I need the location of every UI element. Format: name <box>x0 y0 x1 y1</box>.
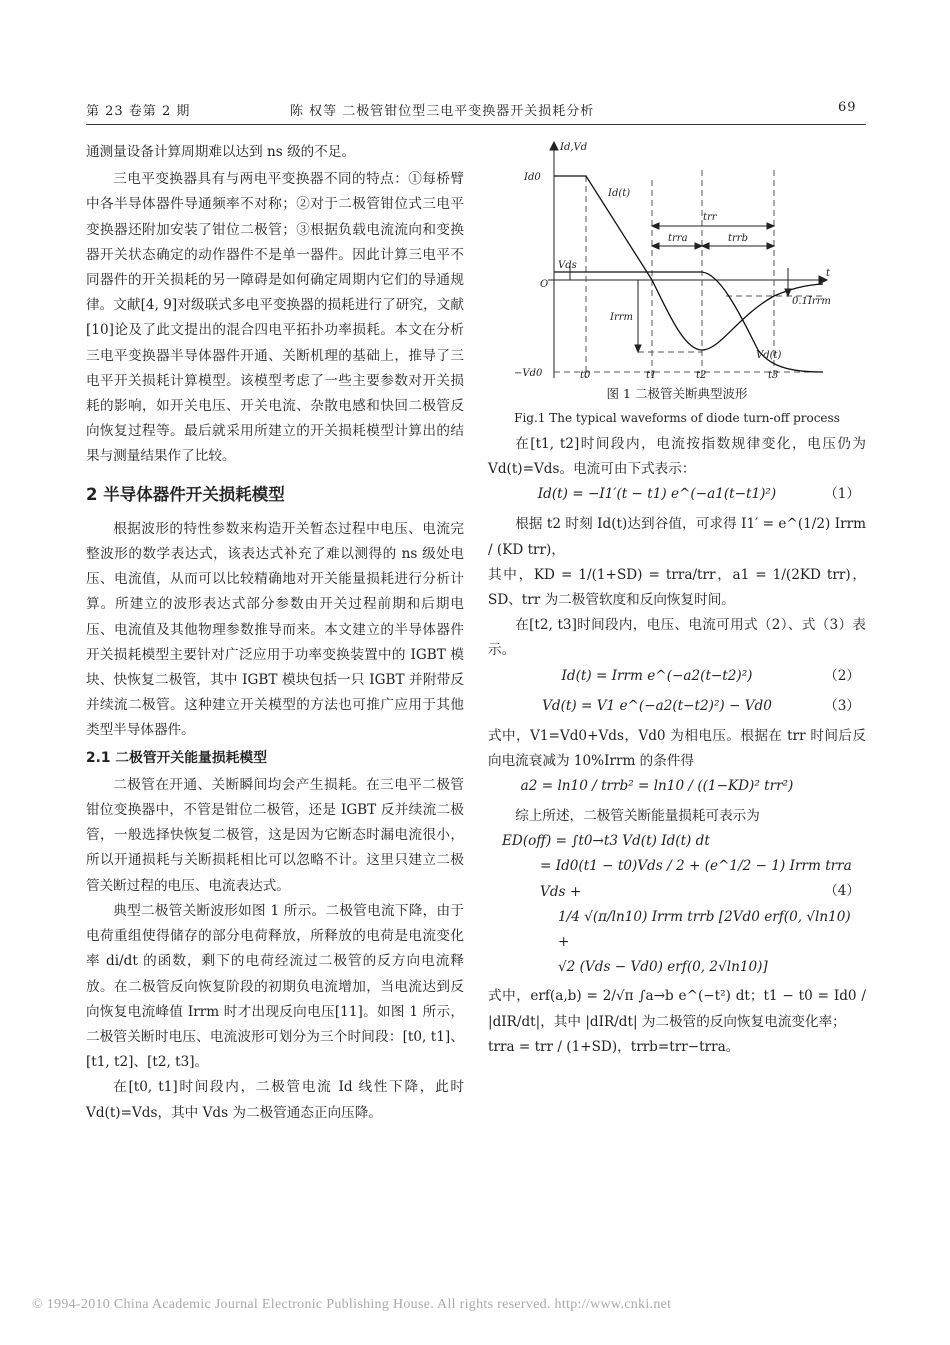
paragraph: 根据 t2 时刻 Id(t)达到谷值，可求得 I1′ = e^(1/2) Irrm / (KD trr)， <box>488 516 866 558</box>
right-column <box>488 140 866 1060</box>
t2-label: t2 <box>696 370 707 380</box>
paragraph: 根据波形的特性参数来构造开关暂态过程中电压、电流完整波形的数学表达式，该表达式补充了难以测得的 ns 级处电压、电流值，从而可以比较精确地对开关能量损耗进行分析计算。所建立的波形表达式部分参数由开关过程前期和后期电压、电流值及其他物理参数推导而来。本文建立的半导体器件开关损耗模型主要针对广泛应用于功率变换装置中的 IGBT 模块、快恢复二极管，其中 IGBT 模块包括一只 IGBT 并附带反并续流二极管。这种建立开关模型的方法也可推广应用于其他类型半导体器件。 <box>86 520 464 739</box>
equation-4: ED(off) = ∫t0→t3 Vd(t) Id(t) dt = Id0(t1 − t0)Vds / 2 + (e^1/2 − 1) Irrm trra Vds + 1/4 √(π/ln10) Irrm trrb [2Vd0 erf(0, √ln10) + √2 (Vds − Vd0) erf(0, 2√ln10)] （4） <box>502 833 860 976</box>
y-axis-arrow <box>550 142 558 150</box>
t0-label: t0 <box>580 370 591 380</box>
paragraph: 三电平变换器具有与两电平变换器不同的特点：①每桥臂中各半导体器件导通频率不对称；②对于二极管钳位式三电平变换器还附加安装了钳位二极管；③根据负载电流流向和变换器开关状态确定的动作器件不是单一器件。因此计算三电平不同器件的开关损耗的另一障碍是如何确定周期内它们的导通规律。文献[4, 9]对级联式多电平变换器的损耗进行了研究，文献[10]论及了此文提出的混合四电平拓扑功率损耗。本文在分析三电平变换器半导体器件开通、关断机理的基础上，推导了三电平开关损耗计算模型。该模型考虑了一些主要参数对开关损耗的影响，如开关电压、开关电流、杂散电感和快回二极管反向恢复过程等。最后就采用所建立的开关损耗模型计算出的结果与测量结果作了比较。 <box>86 171 464 465</box>
waveform-diagram <box>488 140 866 380</box>
paragraph: 式中，V1=Vd0+Vds，Vd0 为相电压。根据在 trr 时间后反向电流衰减为 10%Irrm 的条件得 <box>488 727 866 769</box>
equation-1: Id(t) = −I1′(t − t1) e^(−a1(t−t1)²) （1） <box>537 486 860 503</box>
paragraph: 典型二极管关断波形如图 1 所示。二极管电流下降，由于电荷重组使得储存的部分电荷释放，所释放的电荷是电流变化率 di/dt 的函数，剩下的电荷经流过二极管的反方向电流释放。在二极管反向恢复阶段的初期负电流增加，当电流达到反向恢复电流峰值 Irrm 时才出现反向电压[11]。如图 1 所示，二极管关断时电压、电流波形可划分为三个时间段：[t0, t1]、[t1, t2]、[t2, t3]。 <box>86 902 464 1071</box>
trr-label: trr <box>703 212 717 223</box>
paragraph: trra = trr / (1+SD)，trrb=trr−trra。 <box>488 1038 740 1055</box>
id0-label: Id0 <box>524 172 541 183</box>
equation-3: Vd(t) = V1 e^(−a2(t−t2)²) − Vd0 （3） <box>542 697 860 714</box>
section-heading: 2 半导体器件开关损耗模型 <box>86 484 285 504</box>
copyright-footer: © 1994-2010 China Academic Journal Electronic Publishing House. All rights reserved. http://www.cnki.net <box>32 1297 672 1312</box>
t1-label: t1 <box>646 370 657 380</box>
journal-volume: 第 23 卷第 2 期 <box>86 104 191 119</box>
origin-label: O <box>540 279 549 290</box>
neg-vd0-label: −Vd0 <box>514 368 543 379</box>
vd-curve <box>554 272 823 372</box>
subsection-heading: 2.1 二极管开关能量损耗模型 <box>86 749 268 766</box>
paragraph: 综上所述，二极管关断能量损耗可表示为 <box>515 808 760 825</box>
irrm-label: Irrm <box>610 312 633 323</box>
vds-label: Vds <box>558 260 577 271</box>
paragraph: 式中，erf(a,b) = 2/√π ∫a→b e^(−t²) dt；t1 − t0 = Id0 / |dIR/dt|，其中 |dIR/dt| 为二极管的反向恢复电流变化率； <box>488 988 866 1030</box>
paragraph: 二极管在开通、关断瞬间均会产生损耗。在三电平二极管钳位变换器中，不管是钳位二极管，还是 IGBT 反并续流二极管，一般选择快恢复二极管，这是因为它断态时漏电流很小，所以开通损耗与关断损耗相比可以忽略不计。这里只建立二极管关断过程的电压、电流表达式。 <box>86 776 464 894</box>
header-rule <box>86 124 866 125</box>
trra-label: trra <box>668 233 688 244</box>
page-number: 69 <box>838 100 857 115</box>
id-curve <box>554 176 823 350</box>
t3-label: t3 <box>768 370 779 380</box>
figure-caption-cn: 图 1 二极管关断典型波形 <box>606 386 748 401</box>
paragraph: 在[t2, t3]时间段内，电压、电流可用式（2）、式（3）表示。 <box>488 617 866 659</box>
figure-1 <box>488 140 866 380</box>
equation-2: Id(t) = Irrm e^(−a2(t−t2)²) （2） <box>561 667 860 684</box>
paragraph: 通测量设备计算周期难以达到 ns 级的不足。 <box>86 144 356 160</box>
trrb-label: trrb <box>728 233 748 244</box>
paragraph: 其中，KD = 1/(1+SD) = trra/trr，a1 = 1/(2KD trr)，SD、trr 为二极管软度和反向恢复时间。 <box>488 566 866 609</box>
vd-curve-label: Vd(t) <box>756 350 782 361</box>
figure-caption-en: Fig.1 The typical waveforms of diode turn-off process <box>514 411 840 425</box>
t-axis-label: t <box>826 268 831 279</box>
paragraph: 在[t0, t1]时间段内，二极管电流 Id 线性下降，此时 Vd(t)=Vds，其中 Vds 为二极管通态正向压降。 <box>86 1079 464 1121</box>
y-axis-label: Id,Vd <box>560 142 588 153</box>
left-column <box>86 140 464 1126</box>
equation-a2: a2 = ln10 / trrb² = ln10 / ((1−KD)² trr²) <box>520 778 794 795</box>
running-title: 陈 权等 二极管钳位型三电平变换器开关损耗分析 <box>290 104 595 119</box>
tenth-irrm-label: 0.1Irrm <box>792 296 831 307</box>
id-curve-label: Id(t) <box>608 188 631 199</box>
paragraph: 在[t1, t2]时间段内，电流按指数规律变化，电压仍为 Vd(t)=Vds。电流可由下式表示： <box>488 436 866 478</box>
